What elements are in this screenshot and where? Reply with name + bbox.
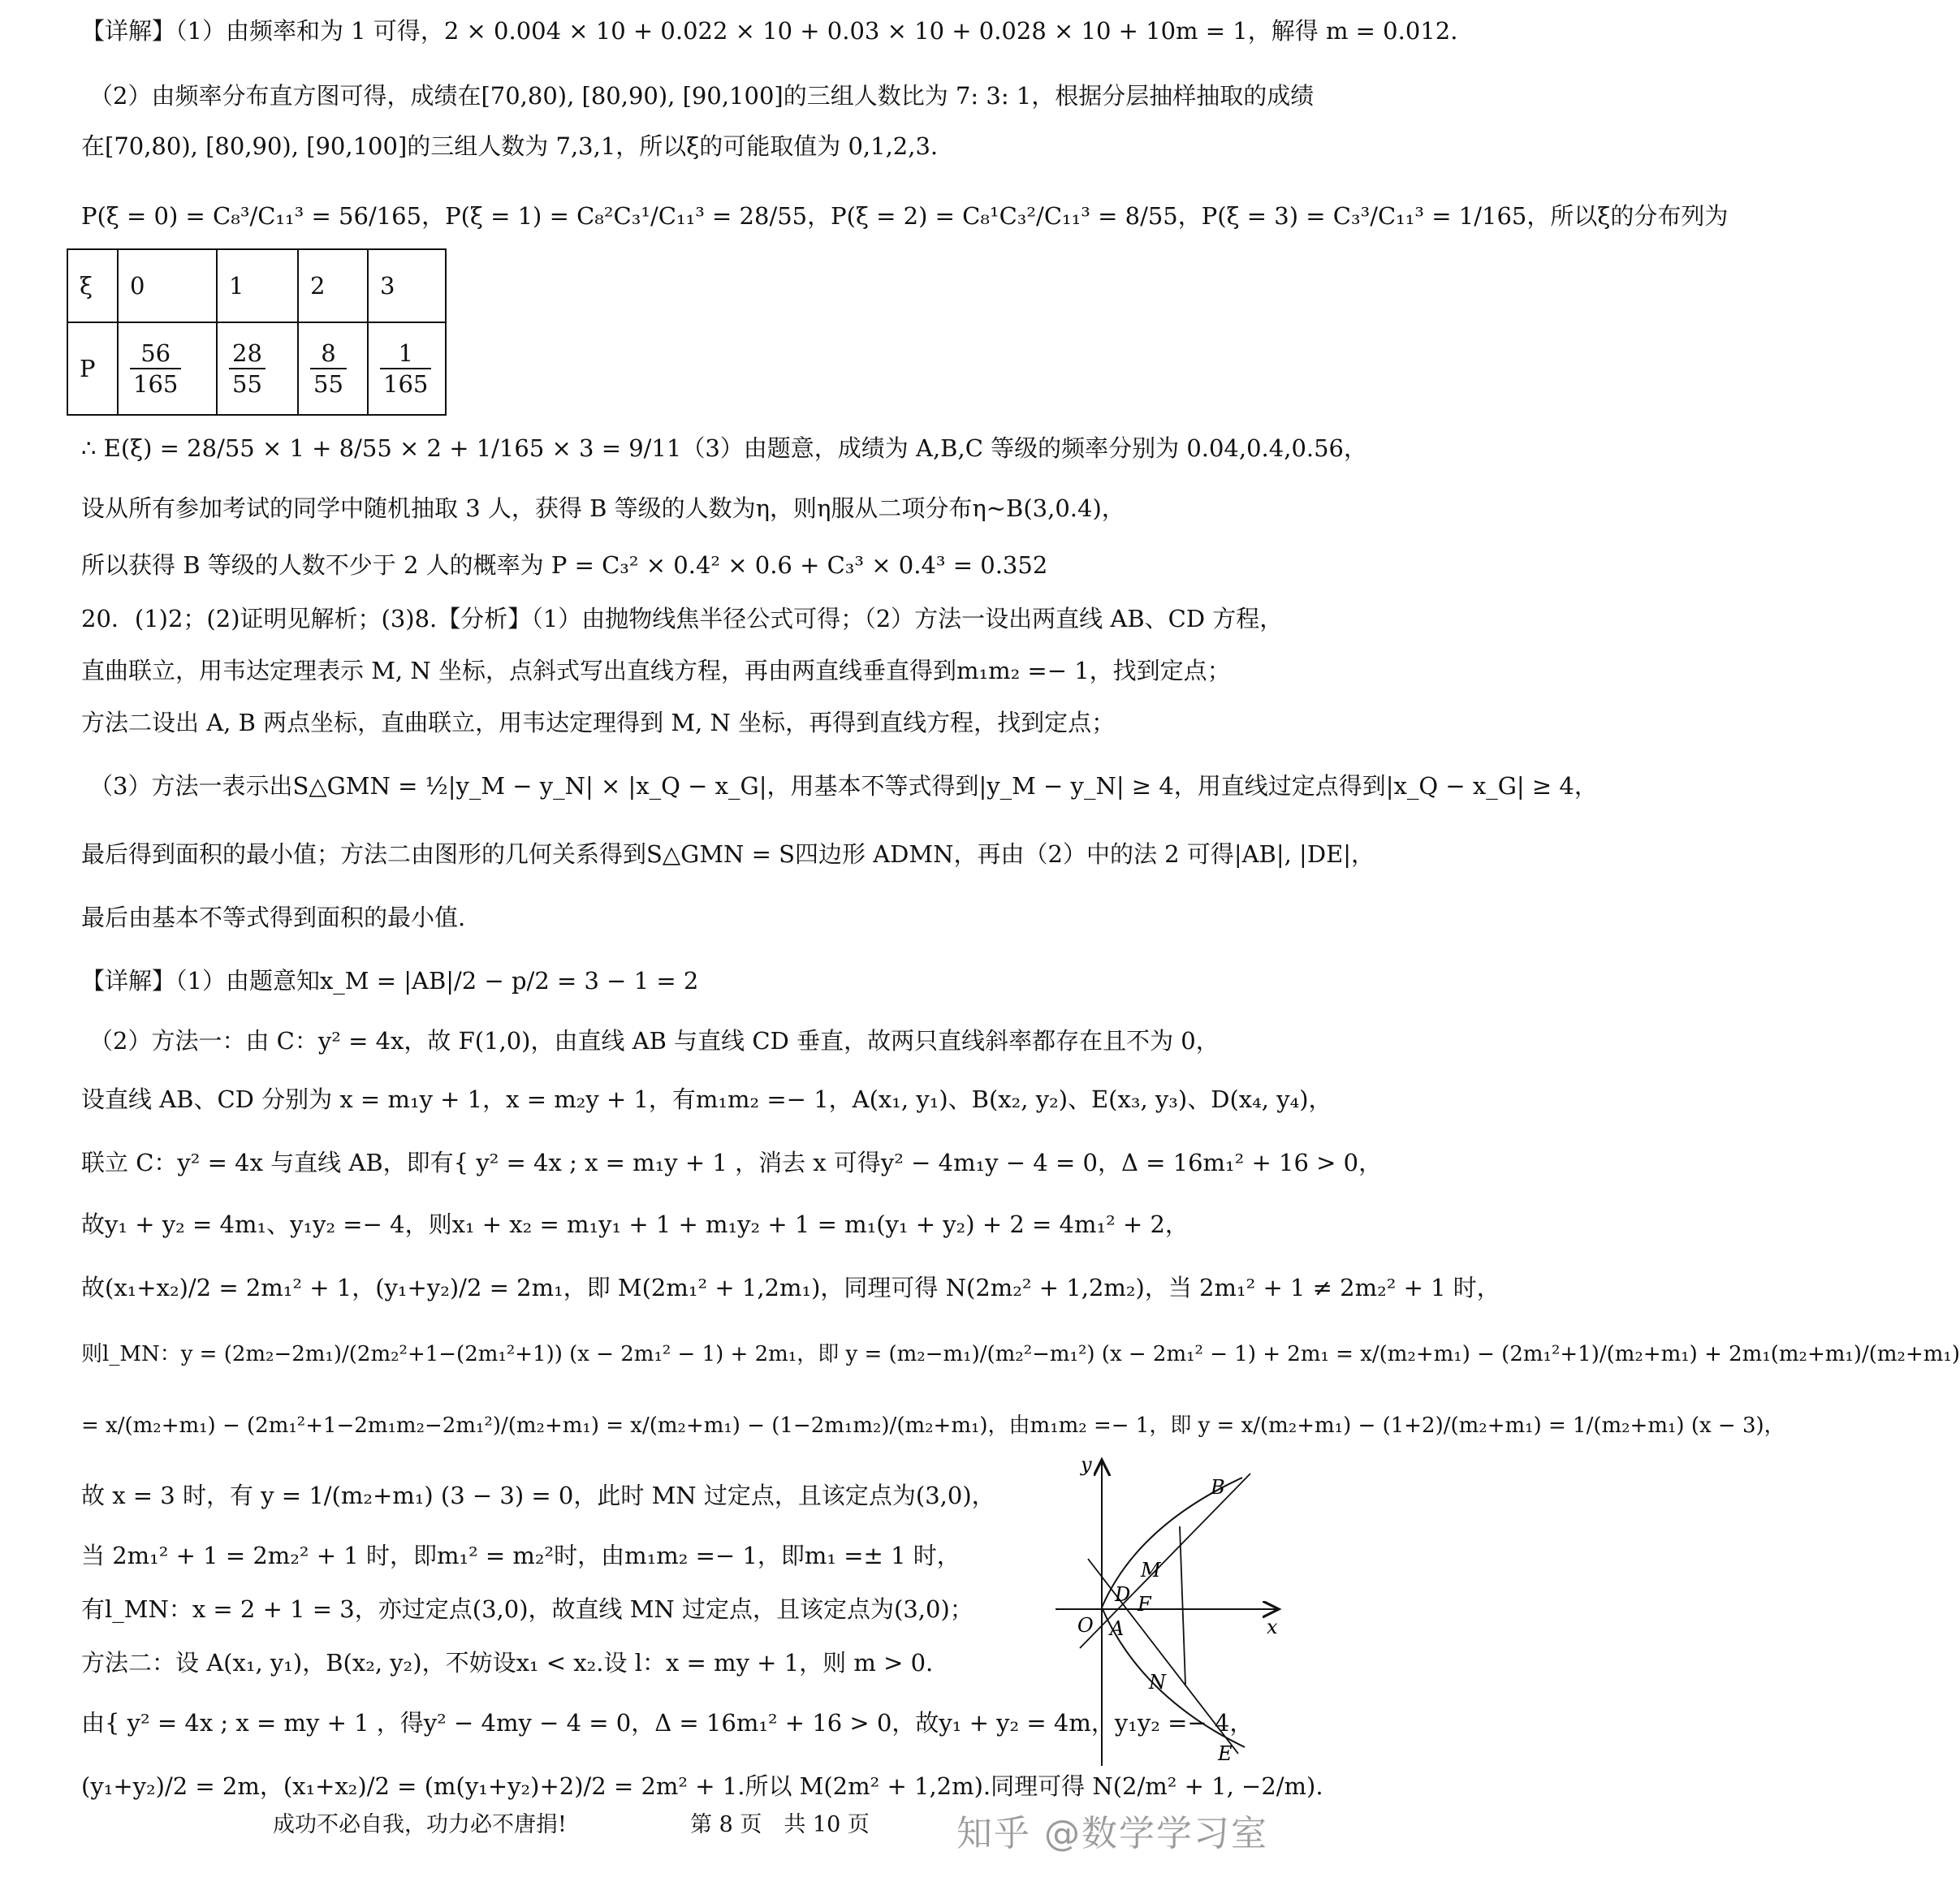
figure-label: B bbox=[1211, 1476, 1225, 1499]
table-cell: 1 bbox=[217, 249, 298, 322]
watermark: 知乎 @数学学习室 bbox=[956, 1813, 1268, 1854]
segment-mn bbox=[1180, 1526, 1185, 1685]
figure-label: E bbox=[1218, 1742, 1233, 1765]
text-line: 故 x = 3 时，有 y = 1/(m₂+m₁) (3 − 3) = 0，此时 MN 过定点，且该定点为(3,0)， bbox=[81, 1482, 995, 1509]
footer-motto: 成功不必自我，功力必不唐捐! bbox=[273, 1812, 567, 1837]
figure-label: D bbox=[1115, 1583, 1131, 1606]
figure-label: F bbox=[1138, 1593, 1151, 1616]
table-cell bbox=[298, 322, 368, 415]
table-cell: 2 bbox=[298, 249, 368, 322]
fraction: $\frac{28}{55}$ bbox=[229, 339, 266, 399]
text-line: 方法二：设 A(x₁, y₁)，B(x₂, y₂)，不妨设x₁ < x₂.设 l：x = my + 1，则 m > 0. bbox=[81, 1649, 934, 1677]
text-line: 在[70,80), [80,90), [90,100]的三组人数为 7,3,1，所以ξ的可能取值为 0,1,2,3. bbox=[81, 132, 939, 160]
figure-label: x bbox=[1267, 1616, 1278, 1638]
text-line: 有l_MN：x = 2 + 1 = 3，亦过定点(3,0)，故直线 MN 过定点，且该定点为(3,0)； bbox=[81, 1595, 974, 1623]
text-line: 【详解】（1）由题意知x_M = |AB|/2 − p/2 = 3 − 1 = 2 bbox=[81, 967, 699, 995]
text-line: 设直线 AB、CD 分别为 x = m₁y + 1，x = m₂y + 1，有m₁m₂ =− 1，A(x₁, y₁)、B(x₂, y₂)、E(x₃, y₃)、D(x₄, y₄)， bbox=[81, 1085, 1332, 1113]
line-ab bbox=[1080, 1474, 1250, 1648]
figure-label: O bbox=[1077, 1614, 1094, 1637]
text-line: = x/(m₂+m₁) − (2m₁²+1−2m₁m₂−2m₁²)/(m₂+m₁) = x/(m₂+m₁) − (1−2m₁m₂)/(m₂+m₁)，由m₁m₂ =− 1，即 y = x/(m₂+m₁) − (1+2)/(m₂+m₁) = 1/(m₂+m₁) (x − 3)， bbox=[81, 1413, 1785, 1438]
text-line: P(ξ = 0) = C₈³/C₁₁³ = 56/165，P(ξ = 1) = C₈²C₃¹/C₁₁³ = 28/55，P(ξ = 2) = C₈¹C₃²/C₁₁³ = 8/55，P(ξ = 3) = C₃³/C₁₁³ = 1/165，所以ξ的分布列为 bbox=[81, 202, 1729, 230]
table-row bbox=[67, 322, 446, 415]
fraction: $\frac{1}{165}$ bbox=[380, 339, 431, 399]
text-line: （2）方法一：由 C：y² = 4x，故 F(1,0)，由直线 AB 与直线 CD 垂直，故两只直线斜率都存在且不为 0， bbox=[89, 1027, 1220, 1055]
text-line: ∴ E(ξ) = 28/55 × 1 + 8/55 × 2 + 1/165 × 3 = 9/11（3）由题意，成绩为 A,B,C 等级的频率分别为 0.04,0.4,0.56， bbox=[81, 434, 1368, 462]
figure-label: A bbox=[1110, 1617, 1125, 1640]
text-line: 所以获得 B 等级的人数不少于 2 人的概率为 P = C₃² × 0.4² × 0.6 + C₃³ × 0.4³ = 0.352 bbox=[81, 551, 1048, 579]
text-line: 20．(1)2；(2)证明见解析；(3)8.【分析】（1）由抛物线焦半径公式可得；（2）方法一设出两直线 AB、CD 方程， bbox=[81, 605, 1284, 632]
fraction: $\frac{56}{165}$ bbox=[130, 339, 181, 399]
table-cell: 0 bbox=[118, 249, 217, 322]
parabola-curve bbox=[1102, 1478, 1245, 1747]
text-line: （3）方法一表示出S△GMN = ½|y_M − y_N| × |x_Q − x_G|，用基本不等式得到|y_M − y_N| ≥ 4，用直线过定点得到|x_Q − x_G| ≥ 4， bbox=[89, 772, 1598, 800]
line-de bbox=[1088, 1559, 1238, 1754]
table-cell bbox=[118, 322, 217, 415]
text-line: 故(x₁+x₂)/2 = 2m₁² + 1，(y₁+y₂)/2 = 2m₁，即 M(2m₁² + 1,2m₁)，同理可得 N(2m₂² + 1,2m₂)，当 2m₁² + 1 ≠ 2m₂² + 1 时， bbox=[81, 1274, 1500, 1301]
figure-label: M bbox=[1141, 1559, 1161, 1582]
fraction: $\frac{8}{55}$ bbox=[310, 339, 347, 399]
figure-label: N bbox=[1149, 1671, 1166, 1694]
text-line: 最后由基本不等式得到面积的最小值. bbox=[81, 904, 466, 931]
text-line: 故y₁ + y₂ = 4m₁、y₁y₂ =− 4，则x₁ + x₂ = m₁y₁ + 1 + m₁y₂ + 1 = m₁(y₁ + y₂) + 2 = 4m₁² + 2， bbox=[81, 1211, 1189, 1238]
text-line: 设从所有参加考试的同学中随机抽取 3 人，获得 B 等级的人数为η，则η服从二项分布η~B(3,0.4)， bbox=[81, 494, 1125, 522]
table-cell: 3 bbox=[368, 249, 446, 322]
table-cell bbox=[217, 322, 298, 415]
text-line: 联立 C：y² = 4x 与直线 AB，即有{ y² = 4x ; x = m₁y + 1 ，消去 x 可得y² − 4m₁y − 4 = 0，Δ = 16m₁² + 16 > 0， bbox=[81, 1149, 1383, 1176]
text-line: 方法二设出 A, B 两点坐标，直曲联立，用韦达定理得到 M, N 坐标，再得到直线方程，找到定点； bbox=[81, 709, 1116, 736]
text-line: 由{ y² = 4x ; x = my + 1 ，得y² − 4my − 4 = 0，Δ = 16m₁² + 16 > 0，故y₁ + y₂ = 4m，y₁y₂ =− 4， bbox=[81, 1709, 1254, 1737]
distribution-table bbox=[67, 248, 447, 416]
text-line: 当 2m₁² + 1 = 2m₂² + 1 时，即m₁² = m₂²时，由m₁m₂ =− 1，即m₁ =± 1 时， bbox=[81, 1542, 961, 1569]
table-cell: P bbox=[67, 322, 118, 415]
table-cell bbox=[368, 322, 446, 415]
text-line: 最后得到面积的最小值；方法二由图形的几何关系得到S△GMN = S四边形 ADMN，再由（2）中的法 2 可得|AB|, |DE|， bbox=[81, 840, 1375, 868]
text-line: （2）由频率分布直方图可得，成绩在[70,80), [80,90), [90,100]的三组人数比为 7: 3: 1，根据分层抽样抽取的成绩 bbox=[89, 82, 1315, 110]
text-line: 【详解】（1）由频率和为 1 可得，2 × 0.004 × 10 + 0.022 × 10 + 0.03 × 10 + 0.028 × 10 + 10m = 1，解得 m = 0.012. bbox=[81, 17, 1458, 45]
page-number: 第 8 页 共 10 页 bbox=[690, 1812, 870, 1837]
table-cell: ξ bbox=[67, 249, 118, 322]
parabola-figure bbox=[1051, 1453, 1295, 1770]
figure-label: y bbox=[1081, 1453, 1092, 1476]
text-line: (y₁+y₂)/2 = 2m，(x₁+x₂)/2 = (m(y₁+y₂)+2)/2 = 2m² + 1.所以 M(2m² + 1,2m).同理可得 N(2/m² + 1, −2/m). bbox=[81, 1772, 1323, 1800]
text-line: 直曲联立，用韦达定理表示 M, N 坐标，点斜式写出直线方程，再由两直线垂直得到m₁m₂ =− 1，找到定点； bbox=[81, 657, 1231, 684]
table-row bbox=[67, 249, 446, 322]
text-line: 则l_MN：y = (2m₂−2m₁)/(2m₂²+1−(2m₁²+1)) (x − 2m₁² − 1) + 2m₁，即 y = (m₂−m₁)/(m₂²−m₁²) (x − 2m₁² − 1) + 2m₁ = x/(m₂+m₁) − (2m₁²+1)/(m₂+m₁) + 2m₁(m₂+m₁)/(m₂+m₁) bbox=[81, 1342, 1960, 1366]
